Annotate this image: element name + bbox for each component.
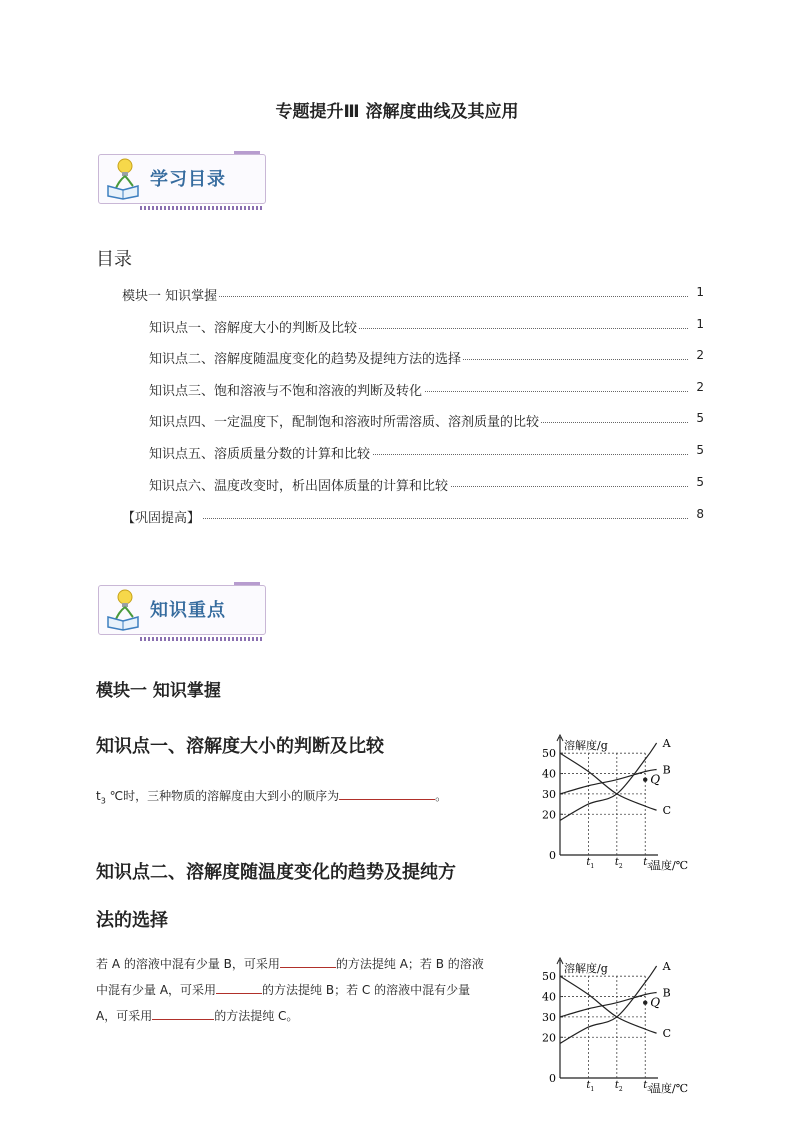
toc-entry-label: 知识点六、温度改变时，析出固体质量的计算和比较	[149, 475, 450, 494]
x-tick-label: t	[643, 857, 648, 868]
kp1-q-text: ℃时，三种物质的溶解度由大到小的顺序为	[105, 789, 340, 803]
toc-entry[interactable]	[0, 507, 794, 529]
kp2-text-3: 中混有少量 A，可采用	[96, 983, 217, 997]
toc-entry[interactable]	[0, 285, 794, 307]
series-label-B: B	[662, 986, 671, 1000]
y-axis-label: 溶解度/g	[564, 962, 608, 975]
toc-heading: 目录	[96, 249, 132, 270]
kp2-text-1: 若 A 的溶液中混有少量 B，可采用	[96, 957, 280, 971]
knowledge-points-banner	[98, 585, 266, 639]
x-tick-subscript: 3	[647, 1086, 652, 1093]
toc-entry-label: 知识点三、饱和溶液与不饱和溶液的判断及转化	[149, 380, 424, 399]
toc-page-number: 5	[696, 443, 704, 457]
toc-entry[interactable]	[0, 411, 794, 433]
kp1-question	[96, 783, 522, 814]
x-tick-subscript: 1	[590, 863, 595, 870]
solubility-curve-chart	[520, 733, 720, 873]
toc-page-number: 2	[696, 380, 704, 394]
x-tick-label: t	[614, 857, 619, 868]
x-tick-subscript: 2	[618, 1086, 623, 1093]
kp2-heading-line1: 知识点二、溶解度随温度变化的趋势及提纯方	[96, 862, 456, 883]
kp2-question	[96, 951, 522, 1029]
banner-caption: 知识重点	[150, 600, 226, 621]
y-tick-label: 0	[549, 1072, 556, 1085]
kp1-q-sub: 3	[100, 796, 106, 806]
kp2-text-5: A，可采用	[96, 1009, 153, 1023]
toc-entry-label: 知识点二、溶解度随温度变化的趋势及提纯方法的选择	[149, 348, 463, 367]
banner-corner-decoration	[234, 151, 260, 154]
toc-entry-label: 知识点一、溶解度大小的判断及比较	[149, 317, 359, 336]
toc-page-number: 5	[696, 411, 704, 425]
y-tick-label: 30	[542, 1010, 556, 1024]
x-axis-label: 温度/℃	[650, 1082, 689, 1095]
point-q	[643, 1000, 647, 1004]
x-tick-label: t	[586, 857, 591, 868]
series-label-A: A	[662, 737, 671, 750]
series-curve-B	[560, 992, 657, 1016]
toc-entry-label: 知识点四、一定温度下，配制饱和溶液时所需溶质、溶剂质量的比较	[149, 411, 541, 430]
y-tick-label: 20	[542, 808, 556, 822]
y-tick-label: 30	[542, 787, 556, 801]
kp2-text-6: 的方法提纯 C。	[214, 1009, 299, 1023]
toc-entry-label: 知识点五、溶质质量分数的计算和比较	[149, 443, 372, 462]
y-tick-label: 40	[542, 990, 556, 1004]
module-heading: 模块一 知识掌握	[96, 681, 221, 701]
series-label-C: C	[662, 804, 672, 818]
toc-page-number: 1	[696, 285, 704, 299]
answer-blank[interactable]	[339, 787, 435, 800]
x-tick-subscript: 2	[618, 863, 623, 870]
toc-entry[interactable]	[0, 348, 794, 370]
y-axis-label: 溶解度/g	[564, 739, 608, 752]
series-curve-B	[560, 769, 657, 793]
toc-entry[interactable]	[0, 443, 794, 465]
y-tick-label: 20	[542, 1031, 556, 1045]
y-tick-label: 0	[549, 849, 556, 862]
answer-blank[interactable]	[216, 981, 262, 994]
kp1-q-var: t	[96, 789, 101, 803]
answer-blank[interactable]	[152, 1007, 214, 1020]
point-q-label: Q	[650, 995, 661, 1010]
y-tick-label: 50	[542, 970, 556, 984]
document-title: 专题提升Ⅲ 溶解度曲线及其应用	[275, 102, 519, 122]
x-tick-subscript: 1	[590, 1086, 595, 1093]
toc-page-number: 5	[696, 475, 704, 489]
series-label-C: C	[662, 1027, 672, 1041]
y-tick-label: 40	[542, 767, 556, 781]
solubility-curve-chart	[520, 956, 720, 1096]
x-tick-label: t	[614, 1080, 619, 1091]
toc-entry[interactable]	[0, 380, 794, 402]
toc-entry-label: 模块一 知识掌握	[122, 285, 219, 304]
series-label-A: A	[662, 960, 671, 973]
point-q-label: Q	[650, 772, 661, 787]
lightbulb-book-icon	[102, 156, 144, 200]
answer-blank[interactable]	[280, 955, 336, 968]
kp1-q-end: 。	[435, 789, 448, 803]
y-tick-label: 50	[542, 747, 556, 761]
x-axis-label: 温度/℃	[650, 859, 689, 872]
toc-page-number: 2	[696, 348, 704, 362]
toc-leader-dots	[122, 518, 688, 519]
kp2-heading-line2: 法的选择	[96, 910, 168, 931]
toc-entry[interactable]	[0, 317, 794, 339]
toc-entry-label: 【巩固提高】	[122, 507, 202, 526]
x-tick-subscript: 3	[647, 863, 652, 870]
point-q	[643, 777, 647, 781]
x-tick-label: t	[586, 1080, 591, 1091]
series-label-B: B	[662, 763, 671, 777]
lightbulb-book-icon	[102, 587, 144, 631]
banner-underline	[140, 637, 262, 641]
toc-page-number: 8	[696, 507, 704, 521]
kp1-heading: 知识点一、溶解度大小的判断及比较	[96, 736, 384, 757]
toc-entry[interactable]	[0, 475, 794, 497]
learning-directory-banner	[98, 154, 266, 208]
x-tick-label: t	[643, 1080, 648, 1091]
banner-corner-decoration	[234, 582, 260, 585]
banner-caption: 学习目录	[150, 169, 226, 190]
toc-page-number: 1	[696, 317, 704, 331]
kp2-text-2: 的方法提纯 A；若 B 的溶液	[335, 957, 484, 971]
banner-underline	[140, 206, 262, 210]
kp2-text-4: 的方法提纯 B；若 C 的溶液中混有少量	[262, 983, 471, 997]
kp2-heading	[96, 854, 536, 940]
